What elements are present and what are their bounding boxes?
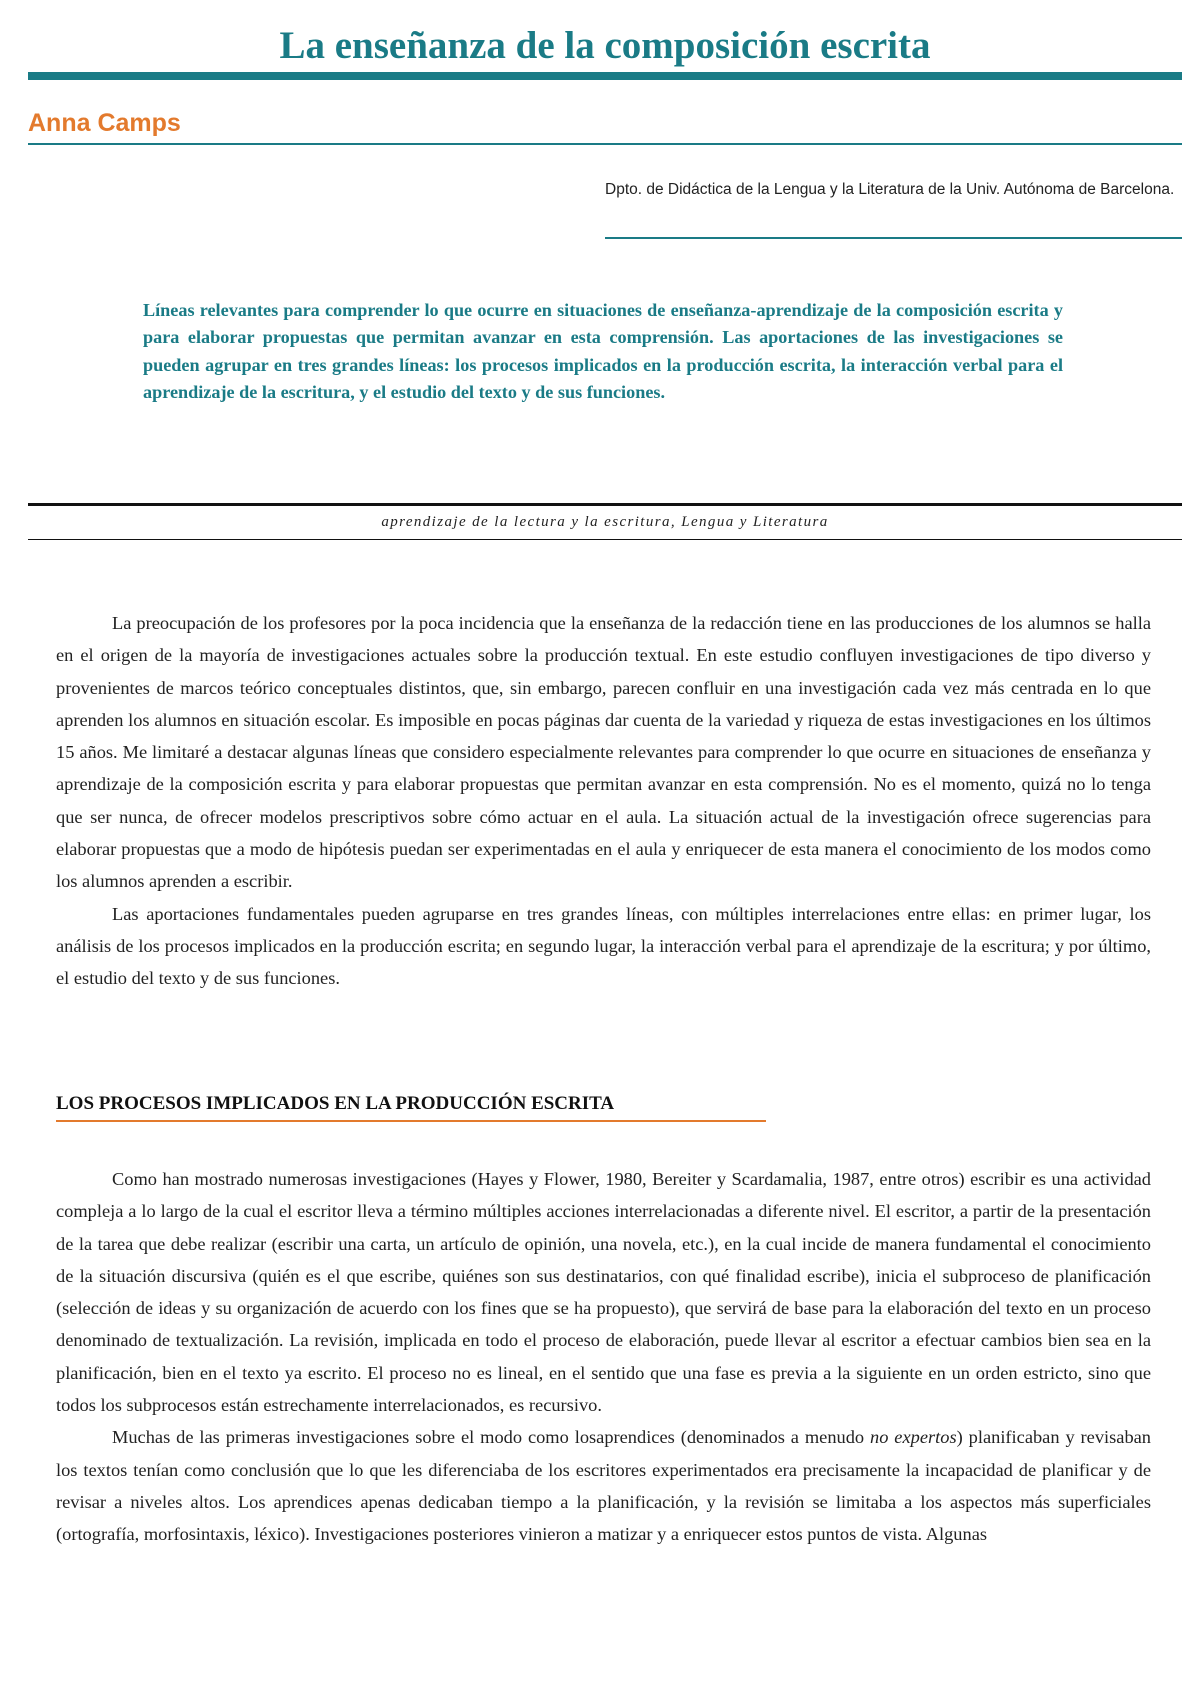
abstract: Líneas relevantes para comprender lo que ocurre en situaciones de enseñanza-aprendizaje de la composición escrita y para elaborar propuestas que permitan avanzar en esta comprensión. Las aportaciones de las investigaciones se pueden agrupar en tres grandes líneas: los procesos implicados en la producción escrita, la interacción verbal para el aprendizaje de la escritura, y el estudio del texto y de sus funciones.: [143, 300, 1063, 403]
article-title: La enseñanza de la composición escrita: [279, 24, 931, 67]
keywords: aprendizaje de la lectura y la escritura, Lengua y Literatura: [381, 514, 829, 530]
intro-section: [56, 607, 1151, 995]
affiliation-rule: [605, 237, 1182, 239]
section-paragraph-1: Como han mostrado numerosas investigaciones (Hayes y Flower, 1980, Bereiter y Scardamalia, 1987, entre otros) escribir es una actividad compleja a lo largo de la cual el escritor lleva a término múltiples acciones interrelacionadas a diferente nivel. El escritor, a partir de la presentación de la tarea que debe realizar (escribir una carta, un artículo de opinión, una novela, etc.), en la cual incide de manera fundamental el conocimiento de la situación discursiva (quién es el que escribe, quiénes son sus destinatarios, con qué finalidad escribe), inicia el subproceso de planificación (selección de ideas y su organización de acuerdo con los fines que se ha propuesto), que servirá de base para la elaboración del texto en un proceso denominado de textualización. La revisión, implicada en todo el proceso de elaboración, puede llevar al escritor a efectuar cambios bien sea en la planificación, bien en el texto ya escrito. El proceso no es lineal, en el sentido que una fase es previa a la siguiente en un orden estricto, sino que todos los subprocesos están estrechamente interrelacionados, es recursivo.: [56, 1169, 1151, 1416]
keywords-rule-top: [28, 503, 1182, 506]
intro-paragraph-2: Las aportaciones fundamentales pueden agruparse en tres grandes líneas, con múltiples interrelaciones entre ellas: en primer lugar, los análisis de los procesos implicados en la producción escrita; en segundo lugar, la interacción verbal para el aprendizaje de la escritura; y por último, el estudio del texto y de sus funciones.: [56, 903, 1151, 989]
title-rule: [28, 72, 1182, 80]
section-paragraph-2-start: Muchas de las primeras investigaciones sobre el modo como losaprendices (denominados a menudo: [112, 1427, 871, 1448]
section-body: [56, 1163, 1151, 1551]
author-rule: [28, 143, 1182, 145]
intro-paragraph-1: La preocupación de los profesores por la poca incidencia que la enseñanza de la redacción tiene en las producciones de los alumnos se halla en el origen de la mayoría de investigaciones actuales sobre la producción textual. En este estudio confluyen investigaciones de tipo diverso y provenientes de marcos teórico conceptuales distintos, que, sin embargo, parecen confluir en una investigación cada vez más centrada en lo que aprenden los alumnos en situación escolar. Es imposible en pocas páginas dar cuenta de la variedad y riqueza de estas investigaciones en los últimos 15 años. Me limitaré a destacar algunas líneas que considero especialmente relevantes para comprender lo que ocurre en situaciones de enseñanza y aprendizaje de la composición escrita y para elaborar propuestas que permitan avanzar en esta comprensión. No es el momento, quizá no lo tenga que ser nunca, de ofrecer modelos prescriptivos sobre cómo actuar en el aula. La situación actual de la investigación ofrece sugerencias para elaborar propuestas que a modo de hipótesis puedan ser experimentadas en el aula y enriquecer de esta manera el conocimiento de los modos como los alumnos aprenden a escribir.: [56, 613, 1151, 892]
section-paragraph-2: [56, 1421, 1151, 1550]
keywords-rule-bottom: [28, 539, 1182, 540]
section-paragraph-2-italic: no expertos: [870, 1427, 957, 1448]
author-name: Anna Camps: [28, 109, 181, 137]
section-heading: LOS PROCESOS IMPLICADOS EN LA PRODUCCIÓN ESCRITA: [56, 1093, 615, 1114]
section-heading-rule: [56, 1120, 766, 1122]
author-affiliation: Dpto. de Didáctica de la Lengua y la Literatura de la Univ. Autónoma de Barcelona.: [605, 181, 1175, 198]
section-paragraph-2-end: ) planificaban y revisaban los textos tenían como conclusión que lo que les diferenciaba de los escritores experimentados era precisamente la incapacidad de planificar y de revisar a niveles altos. Los aprendices apenas dedicaban tiempo a la planificación, y la revisión se limitaba a los aspectos más superficiales (ortografía, morfosintaxis, léxico). Investigaciones posteriores vinieron a matizar y a enriquecer estos puntos de vista. Algunas: [56, 1427, 1151, 1545]
